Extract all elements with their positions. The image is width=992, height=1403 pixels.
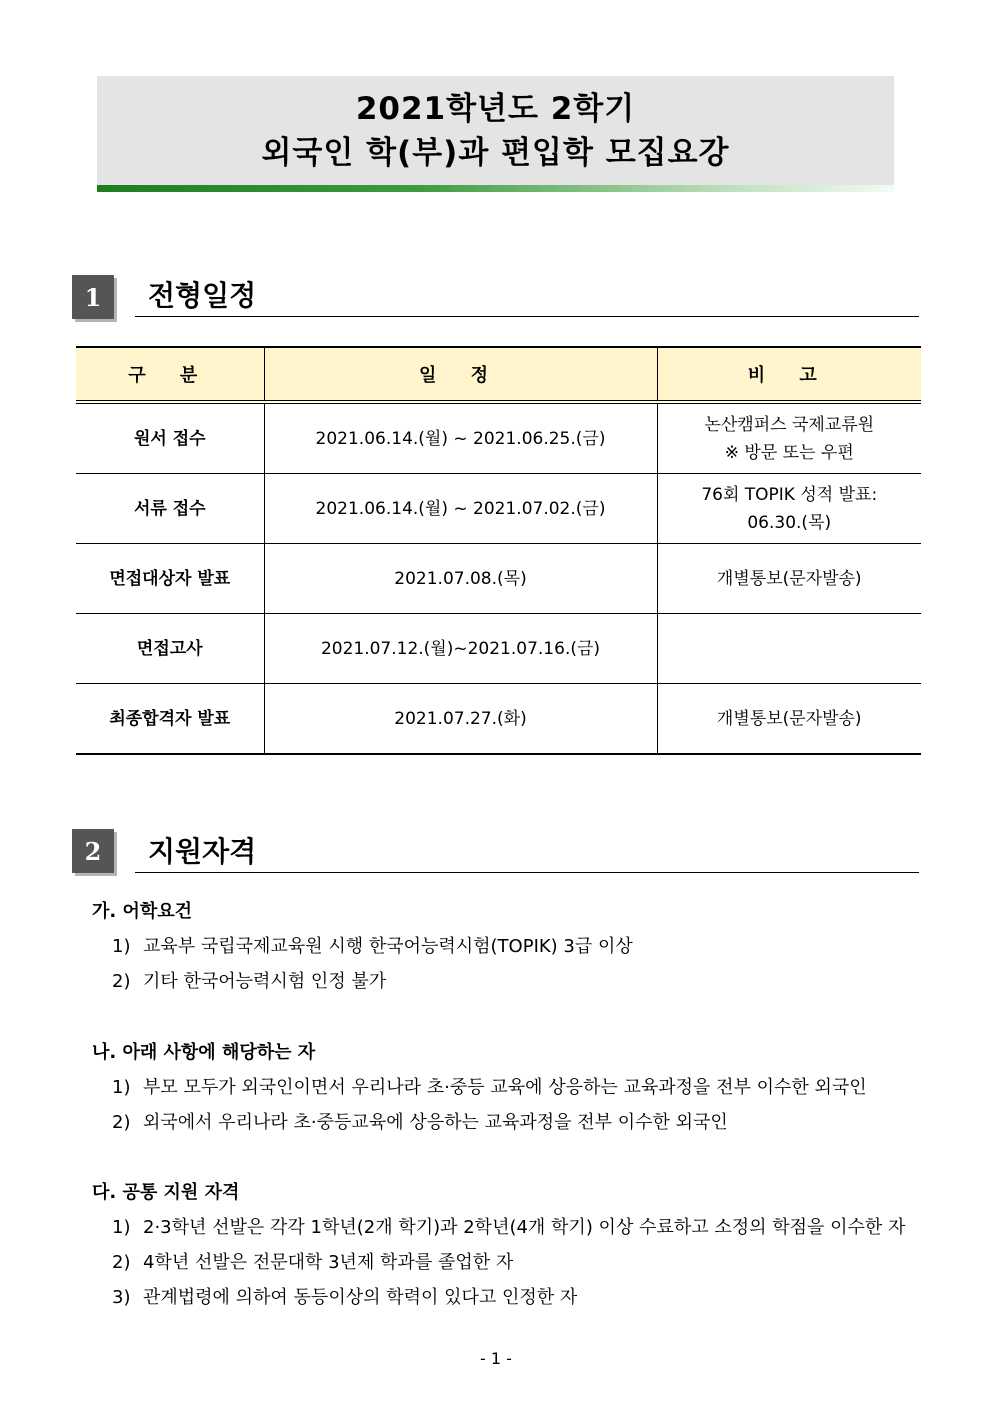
item-text: 외국에서 우리나라 초·중등교육에 상응하는 교육과정을 전부 이수한 외국인	[143, 1112, 728, 1133]
list-item	[112, 932, 633, 958]
row-note: 개별통보(문자발송)	[657, 684, 921, 755]
section-2-title: 지원자격	[148, 835, 257, 868]
list-item	[112, 1283, 577, 1309]
document-title-line2: 외국인 학(부)과 편입학 모집요강	[261, 135, 730, 171]
schedule-table	[76, 346, 921, 755]
item-text: 부모 모두가 외국인이면서 우리나라 초·중등 교육에 상응하는 교육과정을 전부 이수한 외국인	[143, 1077, 867, 1098]
item-text: 2·3학년 선발은 각각 1학년(2개 학기)과 2학년(4개 학기) 이상 수료하고 소정의 학점을 이수한 자	[143, 1217, 906, 1238]
row-category: 면접고사	[76, 614, 264, 684]
group-heading-language: 가. 어학요건	[92, 901, 193, 922]
table-row	[76, 474, 921, 544]
section-1-rule	[135, 316, 919, 317]
row-schedule: 2021.07.12.(월)~2021.07.16.(금)	[264, 614, 657, 684]
row-category: 최종합격자 발표	[76, 684, 264, 755]
section-1-title: 전형일정	[148, 279, 257, 312]
item-number: 2)	[112, 1252, 131, 1273]
document-title-line1: 2021학년도 2학기	[355, 91, 636, 127]
row-category: 면접대상자 발표	[76, 544, 264, 614]
item-text: 4학년 선발은 전문대학 3년제 학과를 졸업한 자	[143, 1252, 514, 1273]
list-item	[112, 967, 386, 993]
table-row	[76, 684, 921, 755]
row-note	[657, 402, 921, 474]
item-number: 2)	[112, 971, 131, 992]
section-2-number: 2	[72, 829, 114, 873]
row-note-line1: 76회 TOPIK 성적 발표:	[701, 484, 878, 505]
table-header-row	[76, 347, 921, 402]
table-row	[76, 402, 921, 474]
row-schedule: 2021.06.14.(월) ~ 2021.06.25.(금)	[264, 402, 657, 474]
group-heading-applicable: 나. 아래 사항에 해당하는 자	[92, 1042, 316, 1063]
section-1-number: 1	[72, 275, 114, 319]
list-item	[112, 1213, 905, 1239]
item-text: 교육부 국립국제교육원 시행 한국어능력시험(TOPIK) 3급 이상	[143, 936, 633, 957]
row-note	[657, 474, 921, 544]
row-note-line1: 논산캠퍼스 국제교류원	[704, 414, 875, 435]
page-number: - 1 -	[480, 1349, 512, 1368]
list-item	[112, 1108, 728, 1134]
item-number: 1)	[112, 936, 131, 957]
section-2-rule	[135, 872, 919, 873]
header-schedule: 일 정	[264, 347, 657, 402]
table-row	[76, 544, 921, 614]
item-number: 1)	[112, 1217, 131, 1238]
row-note-line2: ※ 방문 또는 우편	[724, 442, 854, 463]
item-number: 2)	[112, 1112, 131, 1133]
header-category: 구 분	[76, 347, 264, 402]
list-item	[112, 1248, 513, 1274]
header-note: 비 고	[657, 347, 921, 402]
document-title-box	[97, 76, 894, 186]
title-underline-bar	[97, 185, 894, 192]
group-heading-common: 다. 공통 지원 자격	[92, 1182, 240, 1203]
row-category: 서류 접수	[76, 474, 264, 544]
item-number: 3)	[112, 1287, 131, 1308]
row-category: 원서 접수	[76, 402, 264, 474]
list-item	[112, 1073, 867, 1099]
item-number: 1)	[112, 1077, 131, 1098]
row-note-line2: 06.30.(목)	[747, 512, 832, 533]
row-schedule: 2021.06.14.(월) ~ 2021.07.02.(금)	[264, 474, 657, 544]
item-text: 기타 한국어능력시험 인정 불가	[143, 971, 387, 992]
row-note	[657, 614, 921, 684]
row-schedule: 2021.07.27.(화)	[264, 684, 657, 755]
row-note: 개별통보(문자발송)	[657, 544, 921, 614]
row-schedule: 2021.07.08.(목)	[264, 544, 657, 614]
table-row	[76, 614, 921, 684]
item-text: 관계법령에 의하여 동등이상의 학력이 있다고 인정한 자	[143, 1287, 578, 1308]
